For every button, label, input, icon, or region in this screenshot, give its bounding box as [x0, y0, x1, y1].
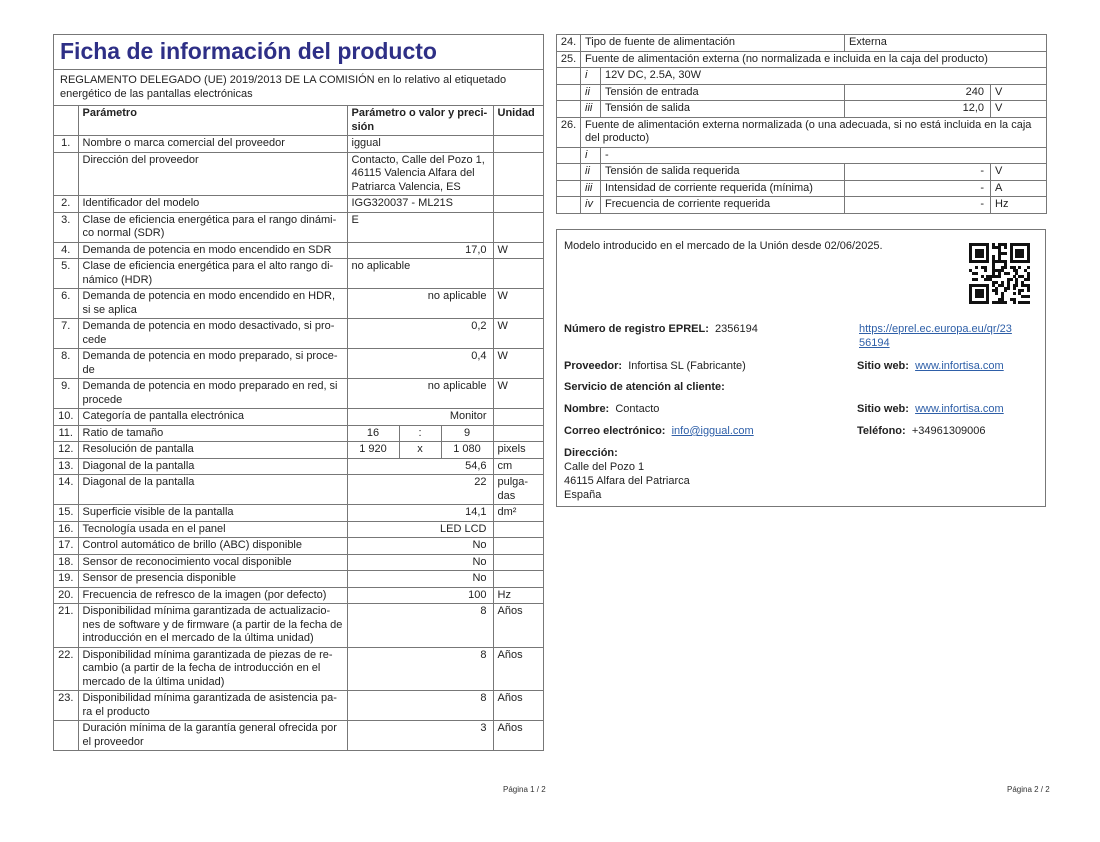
table-row: 6. Demanda de potencia en modo encendido en HDR, si se aplica no aplicable W	[54, 289, 543, 319]
eprel-label: Número de registro EPREL:	[564, 323, 709, 335]
table-row: 22. Disponibilidad mínima garantizada de piezas de re- cambio (a partir de la fecha de introducción en el mercado de la última unidad) 8 Años	[54, 647, 543, 691]
page-number-2: Página 2 / 2	[1007, 785, 1050, 794]
header-param: Parámetro	[78, 106, 347, 136]
power-supply-table	[556, 34, 1047, 214]
table-row: iii Tensión de salida 12,0 V	[557, 101, 1047, 118]
table-row: 26. Fuente de alimentación externa normalizada (o una adecuada, si no está incluida en la caja del producto)	[557, 117, 1047, 147]
power-supply-section	[556, 34, 1046, 214]
table-row: iv Frecuencia de corriente requerida - Hz	[557, 197, 1047, 214]
table-row: 1. Nombre o marca comercial del proveedor iggual	[54, 136, 543, 153]
eprel-row	[564, 322, 758, 336]
header-unit: Unidad	[493, 106, 543, 136]
eprel-link[interactable]: https://eprel.ec.europa.eu/qr/23 56194	[859, 323, 1012, 349]
table-row: 8. Demanda de potencia en modo preparado, si proce- de 0,4 W	[54, 349, 543, 379]
table-row: 11. Ratio de tamaño 16 : 9	[54, 425, 543, 442]
table-header	[54, 106, 543, 136]
table-row: 9. Demanda de potencia en modo preparado en red, si procede no aplicable W	[54, 379, 543, 409]
table-row: 5. Clase de eficiencia energética para el alto rango di- námico (HDR) no aplicable	[54, 259, 543, 289]
supplier-row: Proveedor: Infortisa SL (Fabricante)	[564, 360, 746, 372]
address-line-1: Calle del Pozo 1	[564, 461, 645, 473]
table-row: 25. Fuente de alimentación externa (no normalizada e incluida en la caja del producto)	[557, 51, 1047, 68]
regulation-text: REGLAMENTO DELEGADO (UE) 2019/2013 DE LA COMISIÓN en lo relativo al etiquetado energético de las pantallas electrónicas	[54, 70, 543, 106]
table-row: 24. Tipo de fuente de alimentación Externa	[557, 35, 1047, 52]
website-link[interactable]: www.infortisa.com	[915, 360, 1004, 372]
table-row: Dirección del proveedor Contacto, Calle del Pozo 1, 46115 Valencia Alfara del Patriarca Valencia, ES	[54, 152, 543, 196]
website-row: Sitio web: www.infortisa.com	[857, 360, 1004, 372]
table-row: 18. Sensor de reconocimiento vocal disponible No	[54, 554, 543, 571]
table-row: 23. Disponibilidad mínima garantizada de asistencia pa- ra el producto 8 Años	[54, 691, 543, 721]
address-line-2: 46115 Alfara del Patriarca	[564, 475, 690, 487]
table-row: i 12V DC, 2.5A, 30W	[557, 68, 1047, 85]
table-row: 10. Categoría de pantalla electrónica Monitor	[54, 409, 543, 426]
phone-row: Teléfono: +34961309006	[857, 425, 986, 437]
table-row: 7. Demanda de potencia en modo desactivado, si pro- cede 0,2 W	[54, 319, 543, 349]
address-line-3: España	[564, 489, 602, 501]
market-date-text: Modelo introducido en el mercado de la Unión desde 02/06/2025.	[564, 240, 883, 252]
table-row: 14. Diagonal de la pantalla 22 pulga- das	[54, 475, 543, 505]
qr-code-icon	[969, 243, 1030, 304]
header-value: Parámetro o valor y preci- sión	[347, 106, 493, 136]
table-row: 12. Resolución de pantalla 1 920 x 1 080 pixels	[54, 442, 543, 459]
table-row: i -	[557, 147, 1047, 164]
table-row: 3. Clase de eficiencia energética para el rango dinámi- co normal (SDR) E	[54, 212, 543, 242]
table-row: 15. Superficie visible de la pantalla 14,1 dm²	[54, 505, 543, 522]
address-heading: Dirección:	[564, 447, 618, 459]
eprel-number: 2356194	[714, 323, 758, 335]
table-row: 4. Demanda de potencia en modo encendido en SDR 17,0 W	[54, 242, 543, 259]
parameters-table	[54, 106, 543, 750]
website-link-2[interactable]: www.infortisa.com	[915, 403, 1004, 415]
table-row: ii Tensión de salida requerida - V	[557, 164, 1047, 181]
contact-name-row: Nombre: Contacto	[564, 403, 660, 415]
page-title: Ficha de información del producto	[54, 35, 543, 70]
table-row: 19. Sensor de presencia disponible No	[54, 571, 543, 588]
product-info-sheet	[53, 34, 544, 751]
email-row: Correo electrónico: info@iggual.com	[564, 425, 754, 437]
table-row: iii Intensidad de corriente requerida (mínima) - A	[557, 180, 1047, 197]
table-row: 21. Disponibilidad mínima garantizada de actualizacio- nes de software y de firmware (a partir de la fecha de introducción en el mercado de la última unidad) 8 Años	[54, 604, 543, 648]
supplier-info-box	[556, 229, 1046, 507]
table-row: 13. Diagonal de la pantalla 54,6 cm	[54, 458, 543, 475]
table-row: ii Tensión de entrada 240 V	[557, 84, 1047, 101]
table-row: Duración mínima de la garantía general ofrecida por el proveedor 3 Años	[54, 721, 543, 751]
email-link[interactable]: info@iggual.com	[671, 425, 754, 437]
customer-service-heading: Servicio de atención al cliente:	[564, 381, 725, 393]
table-row: 16. Tecnología usada en el panel LED LCD	[54, 521, 543, 538]
page-number-1: Página 1 / 2	[503, 785, 546, 794]
table-row: 2. Identificador del modelo IGG320037 - ML21S	[54, 196, 543, 213]
table-row: 17. Control automático de brillo (ABC) disponible No	[54, 538, 543, 555]
website-row-2: Sitio web: www.infortisa.com	[857, 403, 1004, 415]
table-row: 20. Frecuencia de refresco de la imagen (por defecto) 100 Hz	[54, 587, 543, 604]
